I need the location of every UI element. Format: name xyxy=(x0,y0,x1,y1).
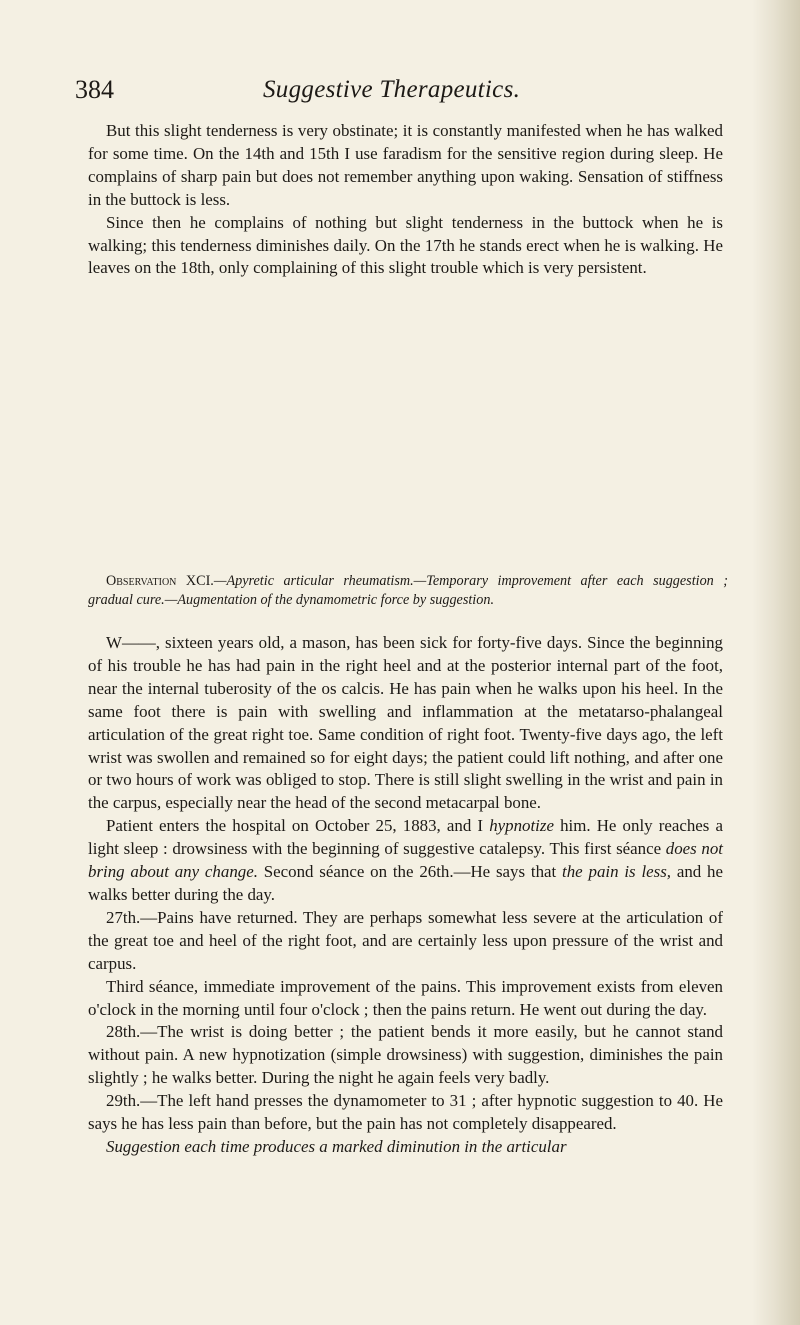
page-number: 384 xyxy=(75,75,114,104)
emphasis: does not bring about any change. xyxy=(88,839,723,882)
paragraph: 29th.—The left hand presses the dynamometer to 31 ; after hypnotic suggestion to 40. He says he has less pain than before, but the pain has not completely disappeared. xyxy=(88,1091,723,1134)
observation-heading xyxy=(88,572,728,609)
observation-title: —Apyretic articular rheumatism.—Temporary improvement after each suggestion ; gradual cure.—Augmentation of the dynamometric force by suggestion. xyxy=(88,573,728,608)
opening-text xyxy=(88,120,723,280)
page-edge-shadow xyxy=(752,0,800,1325)
text-run: him. He only reaches a light sleep : drowsiness with the beginning of suggestive catalepsy. This first séance xyxy=(88,816,723,859)
paragraph: Suggestion each time produces a marked diminution in the articular xyxy=(106,1136,567,1156)
paragraph: Third séance, immediate improvement of the pains. This improvement exists from eleven o'clock in the morning until four o'clock ; then the pains return. He went out during the day. xyxy=(88,976,723,1019)
text-run: Second séance on the 26th.—He says that xyxy=(257,862,563,882)
paragraph: 28th.—The wrist is doing better ; the patient bends it more easily, but he cannot stand without pain. A new hypnotization (simple drowsiness) with suggestion, diminishes the pain slightly ; he walks better. During the night he again feels very badly. xyxy=(88,1022,723,1088)
paragraph: But this slight tenderness is very obstinate; it is constantly manifested when he has walked for some time. On the 14th and 15th I use faradism for the sensitive region during sleep. He complains of sharp pain but does not remember anything upon waking. Sensation of stiffness in the buttock is less. xyxy=(88,121,723,209)
text-run: and he walks better during the day. xyxy=(88,862,723,904)
paragraph: 27th.—Pains have returned. They are perhaps somewhat less severe at the articulation of the great toe and heel of the right foot, and are certainly less upon pressure of the wrist and carpus. xyxy=(88,907,723,973)
paragraph: W——, sixteen years old, a mason, has been sick for forty-five days. Since the beginning of his trouble he has had pain in the right heel and at the posterior internal part of the foot, near the internal tuberosity of the os calcis. He has pain when he walks upon his heel. In the same foot there is pain with swelling and inflammation at the metatarso-phalangeal articulation of the great right toe. Same condition of right foot. Twenty-five days ago, the left wrist was swollen and remained so for eight days; the patient could lift nothing, and after one or two hours of work was obliged to stop. There is still slight swelling in the wrist and pain in the carpus, especially near the head of the second metacarpal bone. xyxy=(88,633,723,813)
emphasis: the pain is less, xyxy=(562,862,672,882)
running-title: Suggestive Therapeutics. xyxy=(263,76,521,103)
case-text xyxy=(88,632,723,1159)
paragraph xyxy=(88,815,723,907)
paragraph: Since then he complains of nothing but slight tenderness in the buttock when he is walking; this tenderness diminishes daily. On the 17th he stands erect when he is walking. He leaves on the 18th, only complaining of this slight trouble which is very persistent. xyxy=(88,212,723,278)
text-run: Patient enters the hospital on October 25, 1883, and I xyxy=(106,816,490,836)
page-header xyxy=(75,72,735,112)
observation-label: Observation XCI. xyxy=(106,573,214,589)
emphasis: hypnotize xyxy=(489,816,554,836)
